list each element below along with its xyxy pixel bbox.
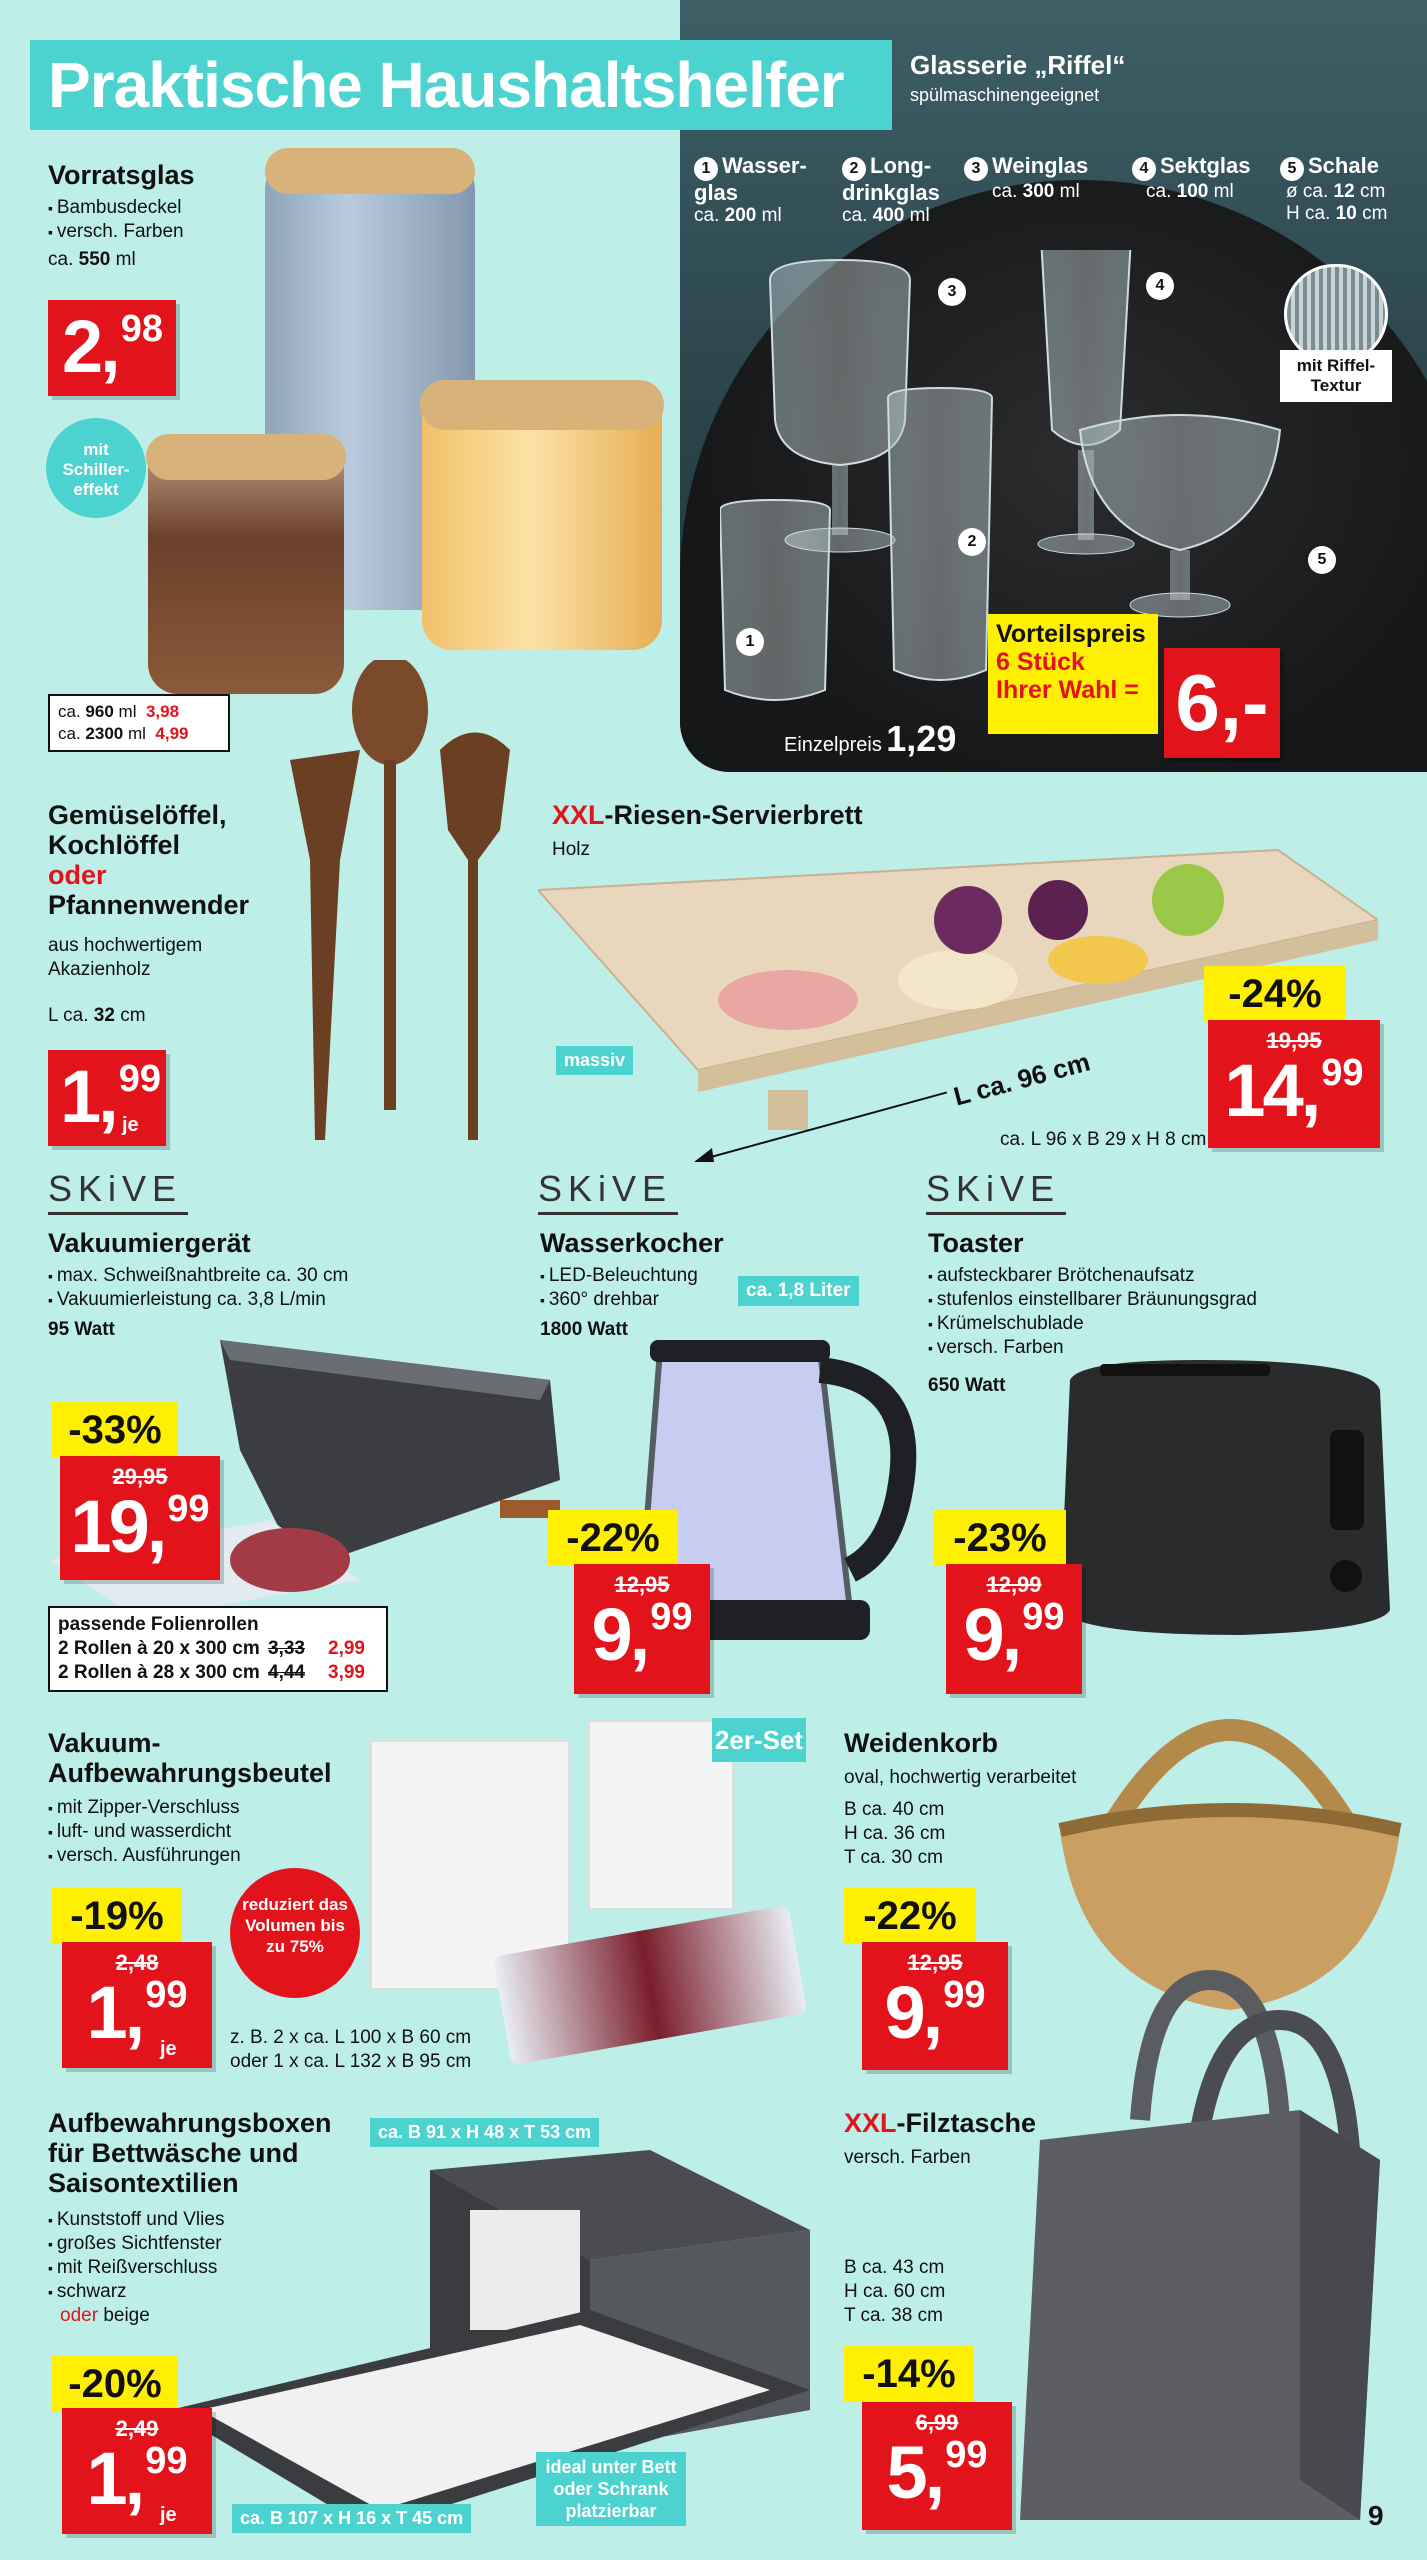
glass-marker-5: 5 <box>1308 546 1336 574</box>
vakuumiergeraet-info: Vakuumiergerät ▪ max. Schweißnahtbreite ca. 30 cm ▪ Vakuumierleistung ca. 3,8 L/min 95 Watt <box>48 1228 348 1342</box>
beutel-discount: -19% <box>52 1888 182 1944</box>
toaster-image <box>1040 1350 1400 1640</box>
page-title: Praktische Haushaltshelfer <box>30 40 892 130</box>
volumen-badge: reduziert das Volumen bis zu 75% <box>230 1868 360 1998</box>
folienrollen-table: passende Folienrollen 2 Rollen à 20 x 300 cm 3,33 2,99 2 Rollen à 28 x 300 cm 4,44 3,99 <box>48 1606 388 1692</box>
glass-item-5: 5 Schale ø ca. 12 cm H ca. 10 cm <box>1280 154 1420 225</box>
kapazitaet-tag: ca. 1,8 Liter <box>738 1276 859 1306</box>
boxen-info: Aufbewahrungsboxen für Bettwäsche und Saisontextilien ▪ Kunststoff und Vlies ▪ großes Sichtfenster ▪ mit Reißverschluss ▪ schwarz oder beige <box>48 2108 332 2328</box>
bamboo-lid-3 <box>146 434 346 480</box>
wooden-utensils-image <box>270 660 550 1150</box>
glasserie-title: Glasserie „Riffel“ <box>910 50 1126 80</box>
glass-marker-3: 3 <box>938 278 966 306</box>
brand-logo-skive: SKiVE <box>926 1168 1066 1215</box>
wasserkocher-discount: -22% <box>548 1510 678 1566</box>
loeffel-price: 1,99 je <box>48 1050 166 1146</box>
loeffel-info: Gemüselöffel, Kochlöffel oder Pfannenwender aus hochwertigem Akazienholz L ca. 32 cm <box>48 800 250 1026</box>
vakuumiergeraet-discount: -33% <box>52 1402 178 1458</box>
brand-logo-skive: SKiVE <box>48 1168 188 1215</box>
glasserie-subtitle: spülmaschinengeeignet <box>910 85 1100 105</box>
glass-item-1: 1 Wasser- glas ca. 200 ml <box>694 153 807 226</box>
glass-marker-2: 2 <box>958 528 986 556</box>
beutel-info: Vakuum- Aufbewahrungsbeutel ▪ mit Zipper-Verschluss ▪ luft- und wasserdicht ▪ versch. Ausführungen <box>48 1728 332 1868</box>
wasserkocher-price: 12,95 9,99 <box>574 1564 710 1694</box>
weidenkorb-price: 12,95 9,99 <box>862 1942 1008 2070</box>
servierbrett-dims: ca. L 96 x B 29 x H 8 cm <box>1000 1129 1207 1150</box>
einzelpreis: Einzelpreis 1,29 <box>784 718 957 759</box>
riffel-label: mit Riffel-Textur <box>1280 350 1392 402</box>
schiller-badge: mit Schiller-effekt <box>46 418 146 518</box>
brand-logo-skive: SKiVE <box>538 1168 678 1215</box>
filztasche-image <box>1000 1960 1400 2540</box>
toaster-discount: -23% <box>934 1510 1066 1566</box>
glass-item-2: 2 Long- drinkglas ca. 400 ml <box>842 153 940 226</box>
vorteilspreis-price: 6,- <box>1164 648 1280 758</box>
boxen-price: 2,49 1,99 je <box>62 2408 212 2534</box>
massiv-tag: massiv <box>556 1046 633 1075</box>
set-tag: 2er-Set <box>712 1718 806 1762</box>
glass-item-3: 3 Weinglas ca. 300 ml <box>964 154 1114 203</box>
boxen-image <box>170 2150 830 2530</box>
vorratsglas-size-table: ca. 960 ml 3,98 ca. 2300 ml 4,99 <box>48 694 230 752</box>
wasserkocher-info: Wasserkocher ▪ LED-Beleuchtung ▪ 360° drehbar 1800 Watt <box>540 1228 724 1342</box>
filztasche-info: XXL-Filztasche versch. Farben <box>844 2108 1037 2168</box>
beutel-sizes: z. B. 2 x ca. L 100 x B 60 cm oder 1 x ca. L 132 x B 95 cm <box>230 2027 472 2072</box>
bamboo-lid <box>265 148 475 194</box>
riffel-detail-image <box>1284 264 1388 364</box>
box-dims-top-tag: ca. B 91 x H 48 x T 53 cm <box>370 2118 599 2147</box>
length-label: L ca. 96 cm <box>945 1045 1100 1114</box>
servierbrett-info: XXL-Riesen-Servierbrett Holz <box>552 800 863 860</box>
filztasche-dims: B ca. 43 cm H ca. 60 cm T ca. 38 cm <box>844 2257 946 2326</box>
filztasche-discount: -14% <box>844 2346 974 2402</box>
filztasche-price: 6,99 5,99 <box>862 2402 1012 2530</box>
glass-marker-1: 1 <box>736 628 764 656</box>
servierbrett-discount: -24% <box>1204 966 1346 1022</box>
bamboo-lid-2 <box>420 380 664 430</box>
box-dims-bottom-tag: ca. B 107 x H 16 x T 45 cm <box>232 2504 471 2533</box>
weidenkorb-info: Weidenkorb oval, hochwertig verarbeitet B ca. 40 cm H ca. 36 cm T ca. 30 cm <box>844 1728 1077 1868</box>
boxen-discount: -20% <box>52 2356 178 2412</box>
toaster-price: 12,99 9,99 <box>946 1564 1082 1694</box>
vorratsglas-title: Vorratsglas <box>48 160 195 190</box>
vorteilspreis-box: Vorteilspreis 6 Stück Ihrer Wahl = <box>988 614 1158 734</box>
page-number: 9 <box>1368 2500 1384 2531</box>
bett-tag: ideal unter Bett oder Schrank platzierbar <box>536 2452 686 2526</box>
glass-marker-4: 4 <box>1146 272 1174 300</box>
vorratsglas-price: 2,98 <box>48 300 176 396</box>
vakuumiergeraet-price: 29,95 19,99 <box>60 1456 220 1580</box>
beutel-price: 2,48 1,99 je <box>62 1942 212 2068</box>
glass-item-4: 4 Sektglas ca. 100 ml <box>1132 154 1282 203</box>
servierbrett-price: 19,95 14,99 <box>1208 1020 1380 1148</box>
toaster-info: Toaster ▪ aufsteckbarer Brötchenaufsatz ▪ stufenlos einstellbarer Bräunungsgrad ▪ Krümelschublade ▪ versch. Farben 650 Watt <box>928 1228 1257 1398</box>
weidenkorb-discount: -22% <box>844 1888 976 1944</box>
vorratsglas-info: Vorratsglas ▪ Bambusdeckel ▪ versch. Farben ca. 550 ml <box>48 160 195 272</box>
